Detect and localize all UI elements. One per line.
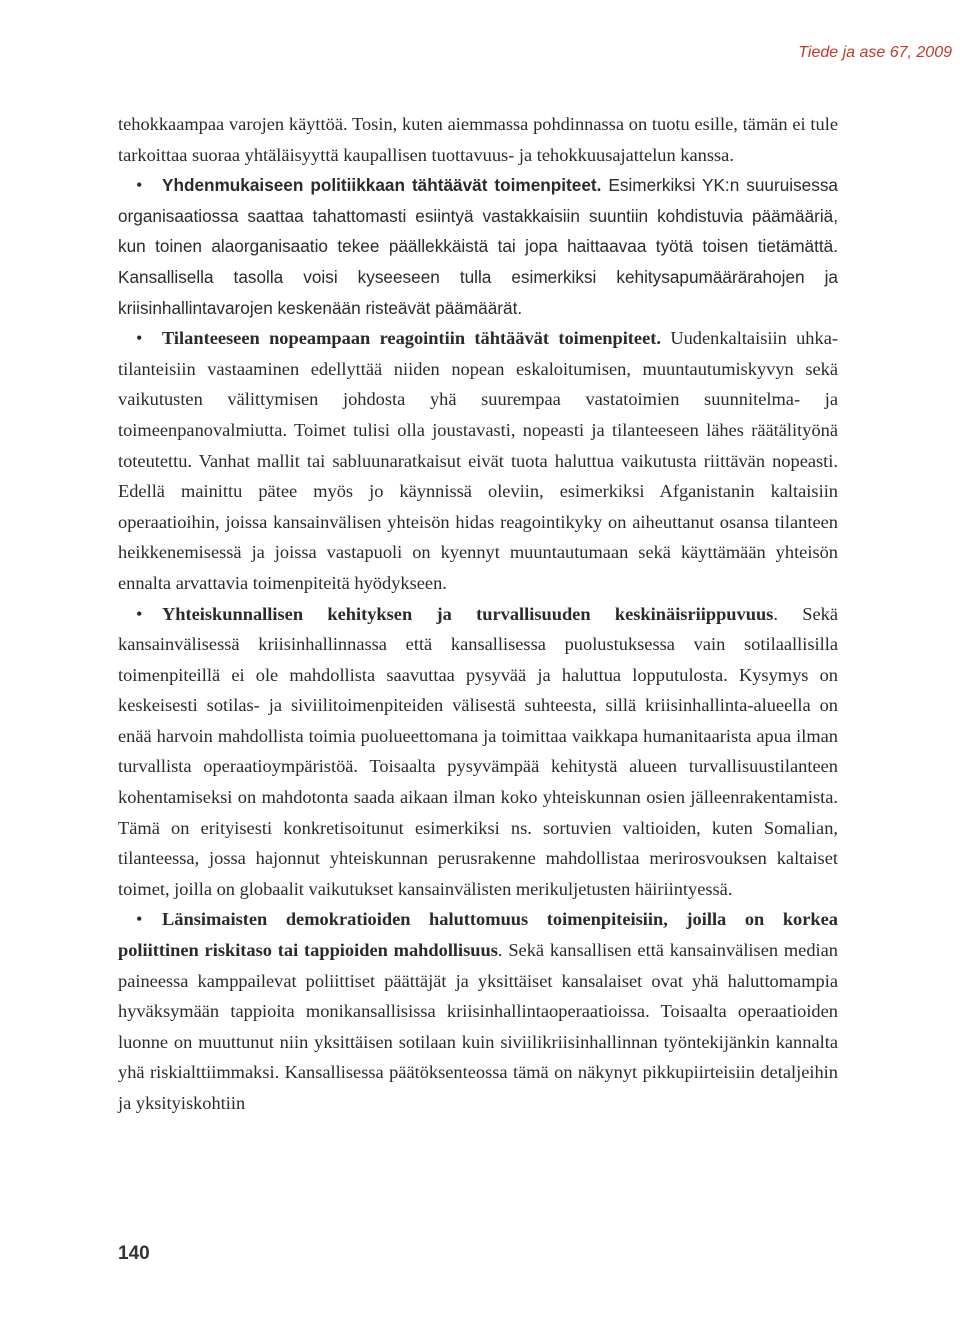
bullet-text: . Sekä kansallisen että kansainvälisen median paineessa kamppailevat poliittiset päättäjät ja yksittäiset kansalaiset ovat yhä haluttomampia hyväksymään tappioita monikansallisissa kriisinhallintaoperaatioissa. Toisaalta operaatioiden luonne on muuttunut niin yksittäisen sotilaan kuin siviilikriisinhallinnan työntekijänkin kannalta yhä riskialttiimmaksi. Kansallisessa päätöksenteossa tämä on näkynyt pikkupiirteisiin detaljeihin ja yksityiskohtiin: [118, 940, 838, 1113]
bullet-heading: Yhteiskunnallisen kehityksen ja turvallisuuden keskinäisriippuvuus: [162, 603, 774, 624]
bullet-heading: Länsimaisten demokratioiden haluttomuus toimenpiteisiin, joilla on korkea poliittinen riskitaso tai tappioiden mahdollisuus: [118, 909, 838, 961]
bullet-heading: Tilanteeseen nopeampaan reagointiin tähtäävät toimenpiteet.: [162, 328, 661, 349]
running-header: Tiede ja ase 67, 2009: [798, 44, 952, 61]
bullet-icon: •: [136, 175, 143, 196]
bullet-icon: •: [136, 603, 143, 624]
bullet-item: [118, 904, 838, 1118]
bullet-heading: Yhdenmukaiseen politiikkaan tähtäävät toimenpiteet.: [162, 175, 602, 196]
bullet-item: [118, 170, 838, 323]
bullet-text: Esimerkiksi YK:n suuruisessa organisaatiossa saattaa tahattomasti esiintyä vastakkaisiin suuntiin kohdistuvia päämääriä, kun toinen alaorganisaatio tekee päällekkäistä tai jopa haittaavaa työtä toisen tietämättä. Kansallisella tasolla voisi kyseeseen tulla esimerkiksi kehitysapumäärärahojen ja kriisinhallintavarojen keskenään risteävät päämäärät.: [118, 175, 838, 318]
page-number: 140: [118, 1243, 150, 1264]
intro-paragraph: tehokkaampaa varojen käyttöä. Tosin, kuten aiemmassa pohdinnassa on tuotu esille, tämän ei tule tarkoittaa suoraa yhtäläisyyttä kaupallisen tuottavuus- ja tehokkuusajattelun kanssa.: [118, 114, 838, 165]
bullet-text: Uudenkaltaisiin uhka-tilanteisiin vastaaminen edellyttää niiden nopean eskaloitumisen, muuntautumiskyvyn sekä vaikutusten välittymisen johdosta yhä suurempaa vastatoimien suunnitelma- ja toimeenpanovalmiutta. Toimet tulisi olla joustavasti, nopeasti ja tilanteeseen lähes räätälityönä toteutettu. Vanhat mallit tai sabluunaratkaisut eivät tuota haluttua vaikutusta riittävän nopeasti. Edellä mainittu pätee myös jo käynnissä oleviin, esimerkiksi Afganistanin kaltaisiin operaatioihin, joissa kansainvälisen yhteisön hidas reagointikyky on aiheuttanut osansa tilanteen heikkenemisessä ja joissa vastapuoli on kyennyt muuntautumaan sekä käyttämään yhteisön ennalta arvattavia toimenpiteitä hyödykseen.: [118, 328, 838, 593]
article-body: [118, 109, 838, 1119]
bullet-text: . Sekä kansainvälisessä kriisinhallinnassa että kansallisessa puolustuksessa vain sotilaallisilla toimenpiteillä ei ole mahdollista saavuttaa pysyvää ja haluttua lopputulosta. Kysymys on keskeisesti sotilas- ja siviilitoimenpiteiden välisestä suhteesta, sillä kriisinhallinta-alueella on enää harvoin mahdollista toimia puolueettomana ja toimittaa vaikkapa humanitaarista apua ilman turvallista operaatioympäristöä. Toisaalta pysyvämpää kehitystä alueen turvallisuustilanteen kohentamiseksi on mahdotonta saada aikaan ilman koko yhteiskunnan osien jälleenrakentamista. Tämä on erityisesti konkretisoitunut esimerkiksi ns. sortuvien valtioiden, kuten Somalian, tilanteessa, jossa hajonnut yhteiskunnan perusrakenne mahdollistaa merirosvouksen kaltaiset toimet, joilla on globaalit vaikutukset kansainvälisten merikuljetusten häiriintyessä.: [118, 603, 838, 899]
bullet-item: [118, 599, 838, 905]
bullet-icon: •: [136, 328, 143, 349]
bullet-item: [118, 323, 838, 598]
bullet-icon: •: [136, 909, 143, 930]
